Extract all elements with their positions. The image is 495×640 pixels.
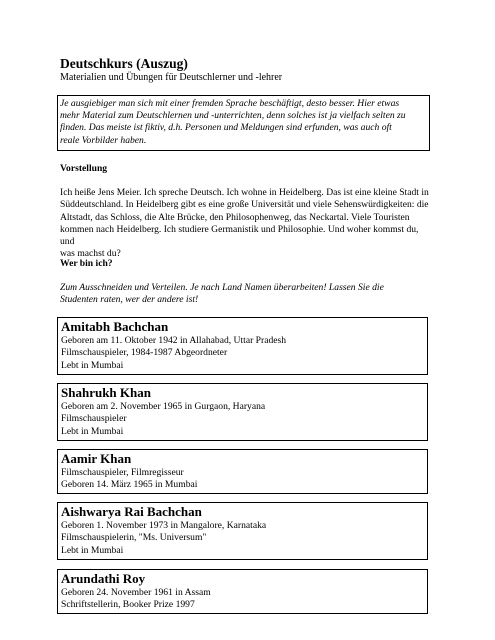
person-detail: Filmschauspieler, 1984-1987 Abgeordneter (61, 347, 228, 359)
intro-line: mehr Material zum Deutschlernen und -unterrichten, denn solches ist ja vielfach selten zu (60, 110, 406, 122)
person-detail: Geboren 1. November 1973 in Mangalore, Karnataka (61, 520, 267, 531)
vorstellung-paragraph (60, 187, 435, 261)
person-detail: Lebt in Mumbai (61, 544, 124, 556)
person-name: Shahrukh Khan (61, 385, 151, 400)
person-name: Amitabh Bachchan (61, 319, 169, 334)
person-detail: Geboren 14. März 1965 in Mumbai (61, 479, 198, 491)
person-card (57, 383, 428, 441)
intro-line: finden. Das meiste ist fiktiv, d.h. Personen und Meldungen sind erfunden, was auch oft (60, 122, 392, 134)
vorstellung-heading: Vorstellung (60, 163, 108, 174)
person-detail: Geboren am 11. Oktober 1942 in Allahabad, Uttar Pradesh (61, 335, 287, 346)
person-detail: Geboren 24. November 1961 in Assam (61, 587, 211, 598)
wer-bin-ich-instruction (60, 282, 435, 307)
vorstellung-line: Süddeutschland. In Heidelberg gibt es eine große Universität und viele Sehenswürdigkeiten: die (60, 199, 429, 211)
vorstellung-line: was machst du? (60, 248, 121, 260)
person-name: Aamir Khan (61, 451, 132, 466)
person-card (57, 449, 428, 494)
instruction-line: Studenten raten, wer der andere ist! (60, 294, 199, 306)
person-name: Aishwarya Rai Bachchan (61, 504, 202, 519)
intro-line: Je ausgiebiger man sich mit einer fremden Sprache beschäftigt, desto besser. Hier etwas (60, 98, 400, 109)
person-detail: Filmschauspieler (61, 413, 127, 425)
person-detail: Filmschauspieler, Filmregisseur (61, 467, 184, 478)
person-detail: Lebt in Mumbai (61, 425, 124, 437)
person-name: Arundathi Roy (61, 571, 146, 586)
intro-box (57, 95, 430, 151)
document-title: Deutschkurs (Auszug) (60, 56, 188, 71)
vorstellung-line: Altstadt, das Schloss, die Alte Brücke, den Philosophenweg, das Neckartal. Viele Touristen (60, 211, 410, 223)
wer-bin-ich-heading: Wer bin ich? (60, 258, 113, 269)
person-card (57, 502, 428, 560)
person-detail: Lebt in Mumbai (61, 359, 124, 371)
person-detail: Geboren am 2. November 1965 in Gurgaon, Haryana (61, 401, 266, 412)
vorstellung-line: Ich heiße Jens Meier. Ich spreche Deutsch. Ich wohne in Heidelberg. Das ist eine kleine Stadt in (60, 187, 429, 198)
person-card (57, 569, 428, 614)
person-detail: Schriftstellerin, Booker Prize 1997 (61, 599, 195, 611)
document-subtitle: Materialien und Übungen für Deutschlerner und -lehrer (60, 72, 283, 83)
vorstellung-line: kommen nach Heidelberg. Ich studiere Germanistik und Philosophie. Und woher kommst du, und (60, 223, 419, 248)
person-card (57, 317, 428, 375)
instruction-line: Zum Ausschneiden und Verteilen. Je nach Land Namen überarbeiten! Lassen Sie die (60, 282, 384, 293)
person-detail: Filmschauspielerin, "Ms. Universum" (61, 532, 207, 544)
intro-line: reale Vorbilder haben. (60, 134, 147, 146)
